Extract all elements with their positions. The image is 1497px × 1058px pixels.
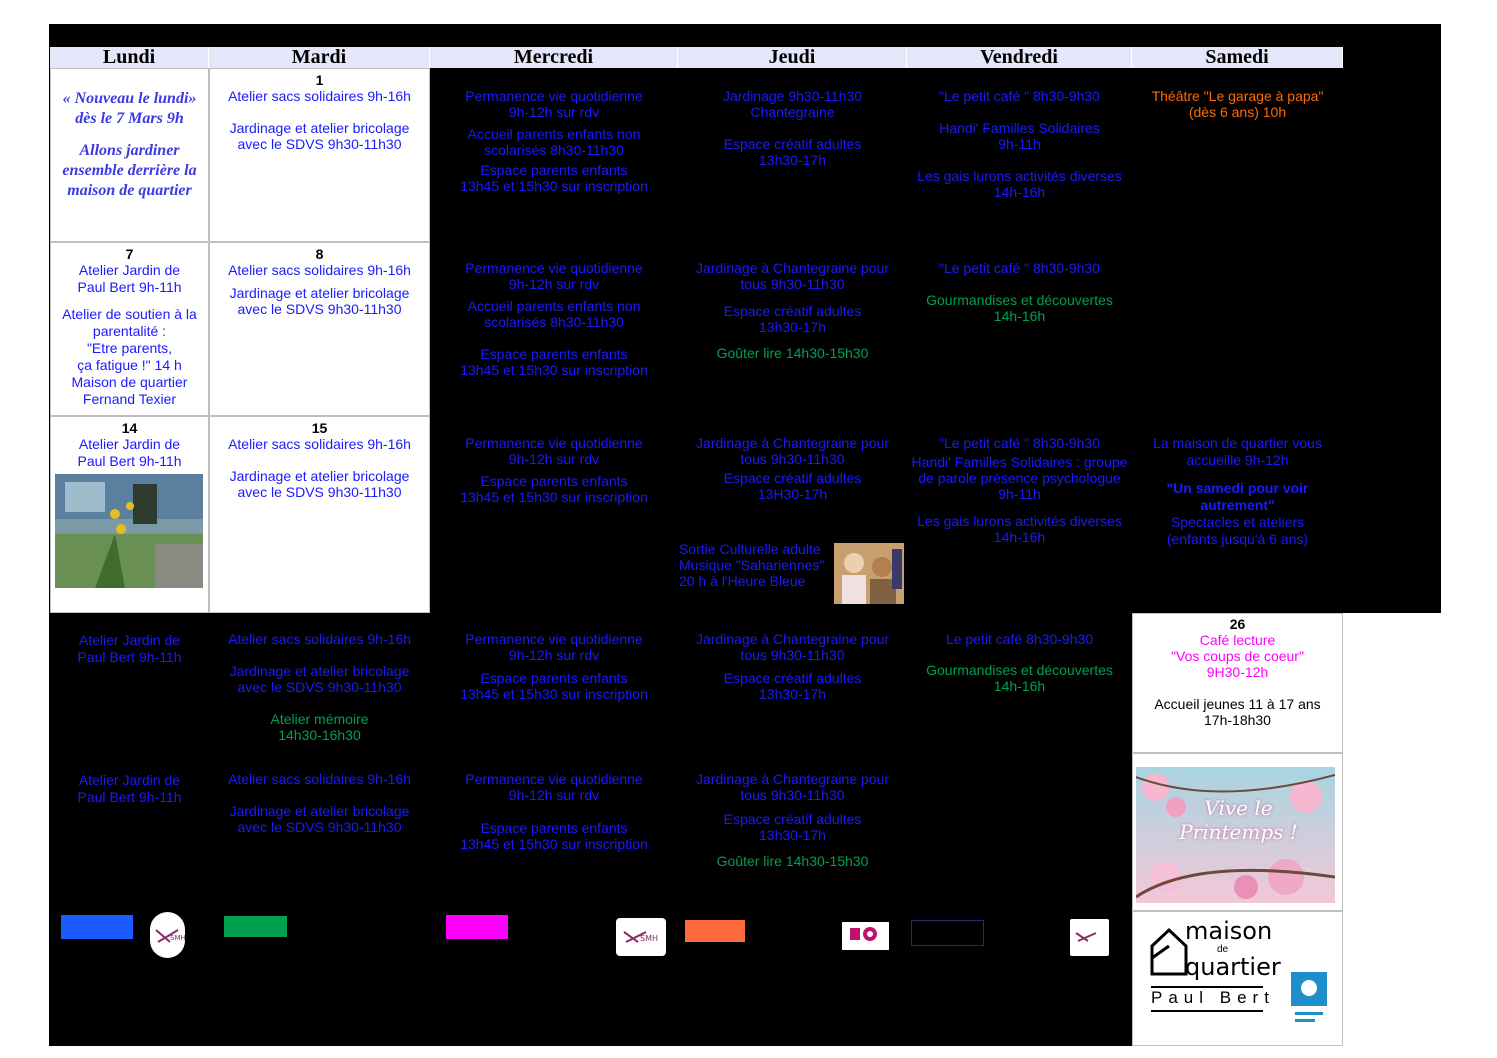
day-number: 8 — [315, 246, 324, 262]
day-number: 15 — [311, 420, 328, 436]
partner-logo — [842, 922, 889, 950]
cell-row4-samedi: 26 Café lecture "Vos coups de coeur" 9H30-12h Accueil jeunes 11 à 17 ans 17h-18h30 — [1132, 613, 1343, 753]
cell-row3-lundi: 14 Atelier Jardin de Paul Bert 9h-11h — [50, 416, 209, 613]
cell-row4-mardi: Atelier sacs solidaires 9h-16h Jardinage et atelier bricolage avec le SDVS 9h30-11h30 Atelier mémoire 14h30-16h30 — [228, 631, 411, 743]
cell-row4-vendredi: Le petit café 8h30-9h30 Gourmandises et découvertes 14h-16h — [926, 631, 1113, 694]
cell-row1-vendredi: "Le petit café " 8h30-9h30 Handi' Familles Solidaires 9h-11h Les gais lurons activités diverses 14h-16h — [917, 88, 1122, 200]
legend-swatch-green — [224, 916, 287, 937]
header-lundi: Lundi — [50, 47, 209, 68]
partner-logo — [616, 918, 666, 956]
cell-row4-jeudi: Jardinage à Chantegraine pour tous 9h30-11h30 Espace créatif adultes 13h30-17h — [695, 631, 890, 702]
cell-row5-mardi: Atelier sacs solidaires 9h-16h Jardinage et atelier bricolage avec le SDVS 9h30-11h30 — [228, 771, 411, 835]
cell-row1-samedi: Théâtre "Le garage à papa" (dès 6 ans) 10h — [1151, 88, 1324, 120]
header-samedi: Samedi — [1132, 47, 1343, 68]
header-mercredi: Mercredi — [430, 47, 678, 68]
cell-row1-lundi: « Nouveau le lundi» dès le 7 Mars 9h Allons jardiner ensemble derrière la maison de quartier — [50, 68, 209, 242]
cell-row4-lundi: Atelier Jardin de Paul Bert 9h-11h — [77, 632, 182, 665]
cell-row3-vendredi: "Le petit café " 8h30-9h30 Handi' Familles Solidaires : groupe de parole présence psychologue 9h-11h Les gais lurons activités diverses 14h-16h — [911, 435, 1128, 545]
day-number: 7 — [125, 246, 134, 262]
partner-logo — [150, 912, 185, 958]
cell-row5-mercredi: Permanence vie quotidienne 9h-12h sur rdv Espace parents enfants 13h45 et 15h30 sur inscription — [460, 771, 648, 852]
svg-text:SMH: SMH — [640, 934, 658, 943]
header-mardi: Mardi — [209, 47, 430, 68]
maison-de-quartier-logo: maison de quartier Paul Bert — [1132, 911, 1343, 1046]
legend-swatch-orange — [685, 920, 745, 942]
garden-photo — [55, 474, 203, 588]
legend-swatch-black — [911, 920, 984, 946]
header-jeudi: Jeudi — [678, 47, 907, 68]
cell-row1-mardi: 1 Atelier sacs solidaires 9h-16h Jardinage et atelier bricolage avec le SDVS 9h30-11h30 — [209, 68, 430, 242]
legend-swatch-magenta — [446, 915, 508, 939]
partner-logo — [1070, 919, 1109, 956]
cell-row1-mercredi: Permanence vie quotidienne 9h-12h sur rdv Accueil parents enfants non scolarisés 8h30-11h30 Espace parents enfants 13h45 et 15h30 sur inscription — [460, 88, 648, 194]
cell-row2-jeudi: Jardinage à Chantegraine pour tous 9h30-11h30 Espace créatif adultes 13h30-17h Goûter lire 14h30-15h30 — [695, 260, 890, 361]
cell-row3-samedi: La maison de quartier vous accueille 9h-12h "Un samedi pour voir autrement" Spectacles et ateliers (enfants jusqu'à 6 ans) — [1153, 435, 1322, 547]
cell-row2-mardi: 8 Atelier sacs solidaires 9h-16h Jardinage et atelier bricolage avec le SDVS 9h30-11h30 — [209, 242, 430, 416]
svg-text:SMH: SMH — [170, 934, 185, 942]
cell-row5-lundi: Atelier Jardin de Paul Bert 9h-11h — [77, 772, 182, 805]
day-number: 26 — [1229, 616, 1246, 632]
caf-logo — [1289, 970, 1329, 1030]
cell-row3-jeudi: Jardinage à Chantegraine pour tous 9h30-11h30 Espace créatif adultes 13H30-17h — [695, 435, 890, 502]
cell-row2-lundi: 7 Atelier Jardin de Paul Bert 9h-11h Atelier de soutien à la parentalité : "Etre parents, ça fatigue !" 14 h Maison de quartier Fernand Texier — [50, 242, 209, 416]
cell-row3-jeudi-sortie: Sortie Culturelle adulte Musique "Sahariennes" 20 h à l'Heure Bleue — [679, 541, 825, 589]
cell-row2-mercredi: Permanence vie quotidienne 9h-12h sur rdv Accueil parents enfants non scolarisés 8h30-11h30 Espace parents enfants 13h45 et 15h30 sur inscription — [460, 260, 648, 378]
cell-row3-mardi: 15 Atelier sacs solidaires 9h-16h Jardinage et atelier bricolage avec le SDVS 9h30-11h30 — [209, 416, 430, 613]
margin-area — [1343, 613, 1497, 1058]
day-number: 1 — [315, 72, 324, 88]
weekday-header — [50, 47, 1343, 68]
concert-photo — [834, 543, 904, 604]
header-vendredi: Vendredi — [907, 47, 1132, 68]
day-number: 14 — [121, 420, 138, 436]
cell-row5-jeudi: Jardinage à Chantegraine pour tous 9h30-11h30 Espace créatif adultes 13h30-17h Goûter lire 14h30-15h30 — [695, 771, 890, 869]
cell-row1-jeudi: Jardinage 9h30-11h30 Chantegraine Espace créatif adultes 13h30-17h — [722, 88, 863, 168]
house-icon — [1149, 926, 1189, 978]
cell-row3-mercredi: Permanence vie quotidienne 9h-12h sur rdv Espace parents enfants 13h45 et 15h30 sur inscription — [460, 435, 648, 505]
legend-swatch-blue — [61, 915, 133, 939]
cell-row2-vendredi: "Le petit café " 8h30-9h30 Gourmandises et découvertes 14h-16h — [926, 260, 1113, 324]
cell-row5-samedi: Vive le Printemps ! — [1132, 753, 1343, 911]
cell-row4-mercredi: Permanence vie quotidienne 9h-12h sur rdv Espace parents enfants 13h45 et 15h30 sur inscription — [460, 631, 648, 702]
